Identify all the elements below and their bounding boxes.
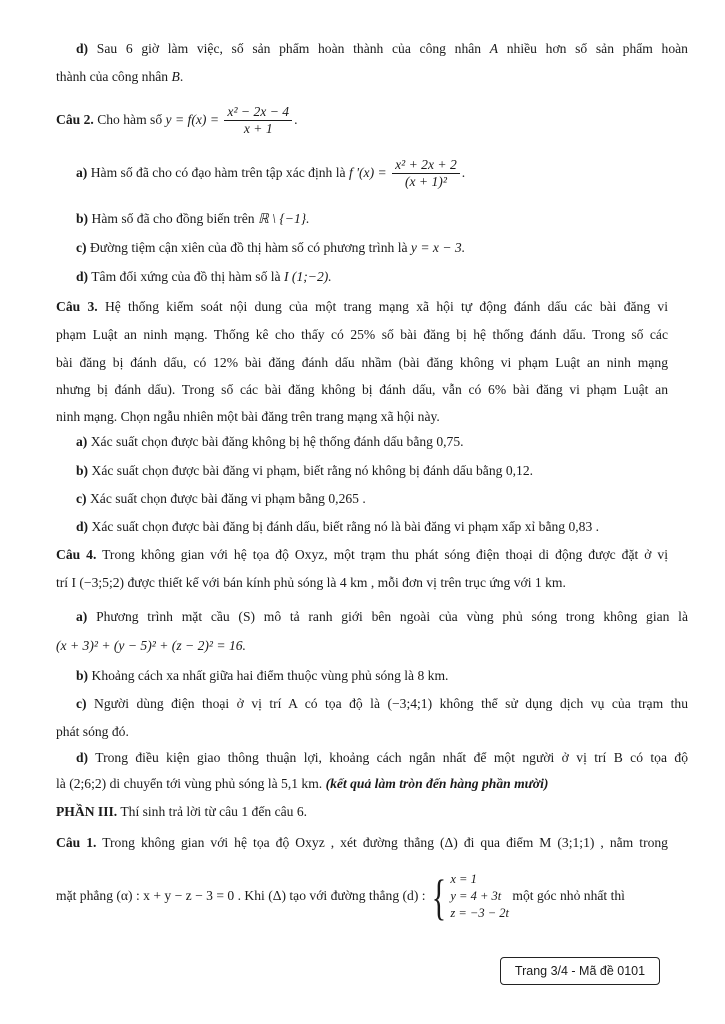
question-2-item-b	[56, 210, 688, 228]
part-3-heading	[56, 803, 668, 821]
text: Cho hàm số	[97, 112, 163, 127]
footer-text: Trang 3/4 - Mã đề 0101	[514, 964, 646, 978]
text: nhưng bị đánh dấu). Trong số các bài đăng không bị đánh dấu, vẫn có 6% bài đăng vi phạm Luật an	[56, 382, 668, 397]
p3-question-1-line2	[56, 866, 668, 926]
equation: x = 1	[450, 872, 477, 887]
text: Hệ thống kiểm soát nội dung của một trang mạng xã hội tự động đánh dấu các bài đăng vi	[104, 299, 668, 314]
text: Đường tiệm cận xiên của đồ thị hàm số có phương trình là	[89, 240, 408, 255]
question-4-item-c-line2	[56, 723, 668, 741]
p3-question-1-line1	[56, 834, 668, 852]
item-label: b)	[76, 668, 89, 683]
text: Phương trình mặt cầu (S) mô tả ranh giới bên ngoài của vùng phủ sóng trong không gian là	[96, 609, 688, 624]
question-3-item-c	[56, 490, 688, 508]
text: một góc nhỏ nhất thì	[512, 888, 625, 903]
item-label: a)	[76, 609, 88, 624]
text: Tâm đối xứng của đồ thị hàm số là	[91, 269, 281, 284]
question-3-item-d	[56, 518, 688, 536]
question-3-line1	[56, 298, 668, 316]
text: Khoảng cách xa nhất giữa hai điểm thuộc vùng phủ sóng là 8 km.	[91, 668, 449, 683]
question-3-item-a	[56, 433, 688, 451]
question-3-line2	[56, 326, 668, 344]
text: Thí sinh trả lời từ câu 1 đến câu 6.	[117, 804, 308, 819]
question-2-stem	[56, 102, 668, 138]
question-4-item-a-line1	[56, 608, 688, 626]
text: phát sóng đó.	[56, 724, 129, 739]
fraction	[392, 157, 460, 190]
question-4-item-d-line2	[56, 775, 668, 793]
text: Xác suất chọn được bài đăng vi phạm, biết rằng nó không bị đánh dấu bằng 0,12.	[91, 463, 534, 478]
denominator: (x + 1)²	[404, 174, 447, 190]
text: .	[179, 69, 184, 84]
text: Người dùng điện thoại ở vị trí A có tọa độ là (−3;4;1) không thể sử dụng dịch vụ của trạm thu	[94, 696, 688, 711]
var: A	[489, 41, 499, 56]
text: bài đăng bị đánh dấu, có 12% bài đăng đánh dấu nhầm (bài đăng không vi phạm Luật an ninh mạng	[56, 355, 668, 370]
text: là (2;6;2) di chuyển tới vùng phủ sóng là 5,1 km.	[56, 776, 323, 791]
math: y = x − 3.	[410, 240, 466, 255]
text: thành của công nhân	[56, 69, 172, 84]
equation: z = −3 − 2t	[450, 906, 510, 921]
fraction	[224, 104, 292, 137]
equation: y = 4 + 3t	[450, 889, 502, 904]
question-label: Câu 3.	[56, 299, 98, 314]
item-label: b)	[76, 463, 89, 478]
question-4-item-c-line1	[56, 695, 688, 713]
equation: (x + 3)² + (y − 5)² + (z − 2)² = 16.	[56, 638, 246, 653]
question-3-line3	[56, 354, 668, 372]
question-4-item-a-line2	[56, 637, 668, 655]
text: Xác suất chọn được bài đăng vi phạm bằng 0,265 .	[89, 491, 366, 506]
item-label: d)	[76, 750, 89, 765]
brace: {	[431, 868, 447, 925]
prev-item-d-line2	[56, 68, 668, 86]
equation-system	[450, 871, 509, 922]
numerator: x² + 2x + 2	[392, 157, 460, 174]
item-label: c)	[76, 696, 87, 711]
item-label: a)	[76, 165, 88, 180]
text: trí I (−3;5;2) được thiết kế với bán kính phủ sóng là 4 km , mỗi đơn vị trên trục ứng với 1 km.	[56, 575, 566, 590]
text: .	[294, 112, 298, 127]
item-label: a)	[76, 434, 88, 449]
text: .	[461, 165, 466, 180]
text: ninh mạng. Chọn ngẫu nhiên một bài đăng trên trang mạng xã hội này.	[56, 409, 440, 424]
question-label: Câu 4.	[56, 547, 97, 562]
text: Hàm số đã cho có đạo hàm trên tập xác định là	[90, 165, 346, 180]
text: phạm Luật an ninh mạng. Thống kê cho thấy có 25% số bài đăng bị hệ thống đánh dấu. Trong số các	[56, 327, 668, 342]
question-2-item-a	[56, 154, 688, 192]
question-4-line2	[56, 574, 668, 592]
item-label: d)	[76, 269, 89, 284]
text: mặt phẳng (α) : x + y − z − 3 = 0 . Khi (Δ) tạo với đường thẳng (d) :	[56, 888, 426, 903]
var: B	[171, 69, 180, 84]
text: Trong không gian với hệ tọa độ Oxyz, một trạm thu phát sóng điện thoại di động được đặt ở vị	[102, 547, 668, 562]
text: Xác suất chọn được bài đăng không bị hệ thống đánh dấu bằng 0,75.	[90, 434, 464, 449]
question-2-item-d	[56, 268, 688, 286]
question-3-line5	[56, 408, 668, 426]
question-3-item-b	[56, 462, 688, 480]
text: Trong điều kiện giao thông thuận lợi, khoảng cách ngắn nhất để một người ở vị trí B có tọa độ	[95, 750, 688, 765]
text: Trong không gian với hệ tọa độ Oxyz , xét đường thẳng (Δ) đi qua điểm M (3;1;1) , nằm trong	[102, 835, 668, 850]
item-label: d)	[76, 41, 89, 56]
denominator: x + 1	[243, 121, 273, 137]
question-label: Câu 1.	[56, 835, 97, 850]
text: nhiều hơn số sản phẩm hoàn	[498, 41, 688, 56]
question-2-item-c	[56, 239, 688, 257]
item-label: c)	[76, 491, 87, 506]
question-4-line1	[56, 546, 668, 564]
math: ℝ \ {−1}.	[258, 211, 310, 226]
question-label: Câu 2.	[56, 112, 94, 127]
text: Hàm số đã cho đồng biến trên	[91, 211, 255, 226]
math: y = f(x) =	[165, 112, 219, 127]
text: Sau 6 giờ làm việc, số sản phẩm hoàn thành của công nhân	[96, 41, 490, 56]
prev-item-d-line1	[56, 40, 688, 58]
question-4-item-b	[56, 667, 688, 685]
math: f '(x) =	[348, 165, 387, 180]
item-label: c)	[76, 240, 87, 255]
numerator: x² − 2x − 4	[224, 104, 292, 121]
item-label: d)	[76, 519, 89, 534]
part-label: PHẦN III.	[56, 804, 118, 819]
text: Xác suất chọn được bài đăng bị đánh dấu, biết rằng nó là bài đăng vi phạm xấp xỉ bằng 0,83 .	[91, 519, 600, 534]
note: (kết quả làm tròn đến hàng phần mười)	[322, 776, 549, 791]
page-footer	[500, 957, 660, 985]
question-3-line4	[56, 381, 668, 399]
question-4-item-d-line1	[56, 749, 688, 767]
item-label: b)	[76, 211, 89, 226]
math: I (1;−2).	[284, 269, 332, 284]
